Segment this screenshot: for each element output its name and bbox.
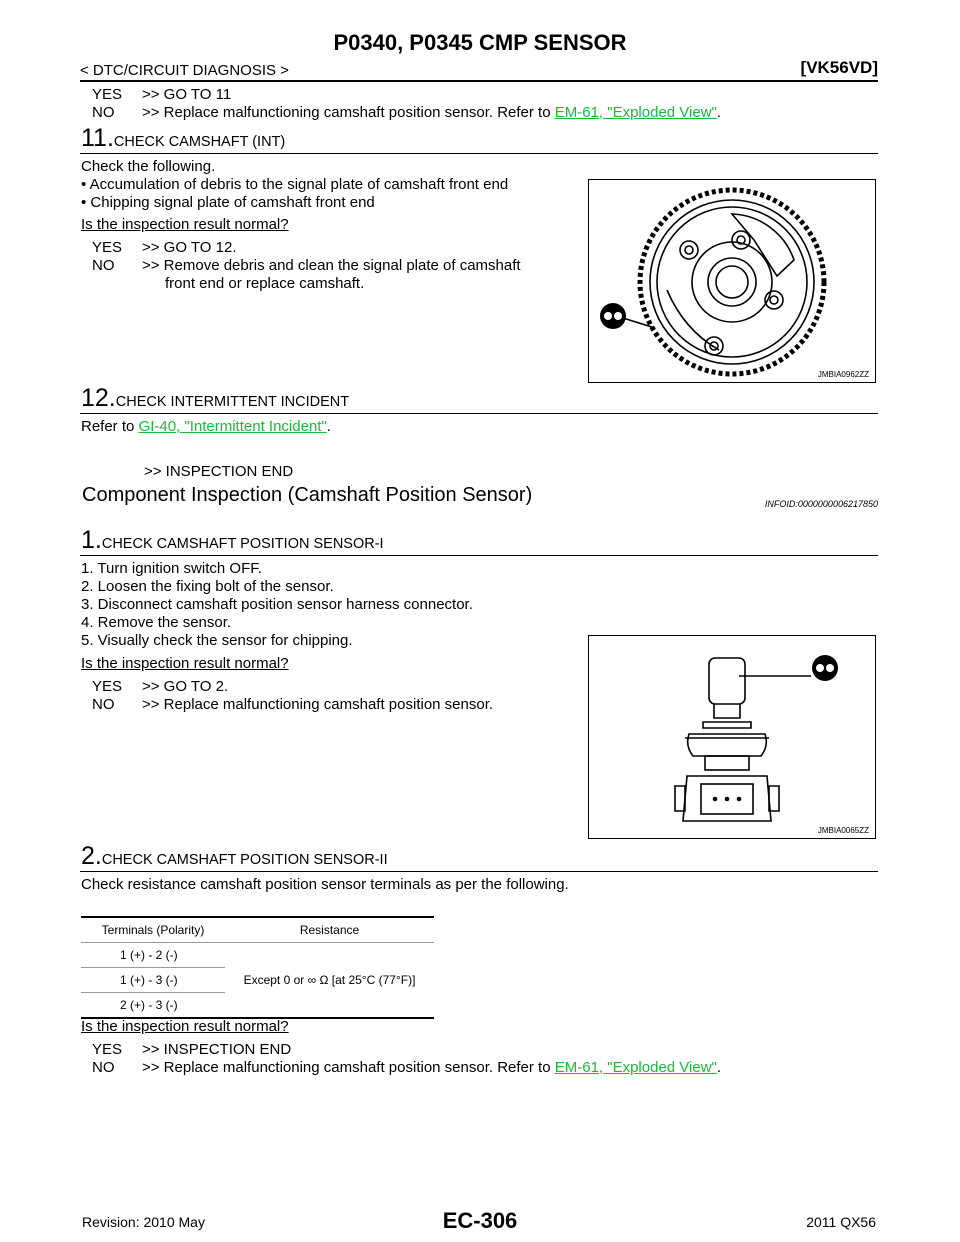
gi40-intermittent-incident-link[interactable]: GI-40, "Intermittent Incident" <box>138 418 327 435</box>
resistance-table <box>81 916 434 1019</box>
em61-exploded-view-link[interactable]: EM-61, "Exploded View" <box>554 104 717 121</box>
step-2-divider <box>80 871 878 872</box>
top-yes-line: YES >> GO TO 11 <box>92 86 232 103</box>
figure-caption: JMBIA0962ZZ <box>817 370 869 379</box>
callout-marker-icon <box>600 303 626 329</box>
table-row: 2 (+) - 3 (-) <box>81 993 434 1018</box>
step-11-question: Is the inspection result normal? <box>81 216 289 233</box>
table-row: 1 (+) - 3 (-) <box>81 968 434 993</box>
step-1-no-line: NO >> Replace malfunctioning camshaft position sensor. <box>92 696 494 713</box>
step-1-item-2: 2. Loosen the fixing bolt of the sensor. <box>81 578 334 595</box>
camshaft-sensor-drawing <box>589 636 875 838</box>
step-1-item-5: 5. Visually check the sensor for chipping. <box>81 632 353 649</box>
step-1-heading: 1.CHECK CAMSHAFT POSITION SENSOR-I <box>81 526 384 554</box>
callout-marker-icon <box>812 655 838 681</box>
top-no-line: NO >> Replace malfunctioning camshaft position sensor. Refer to EM-61, "Exploded View". <box>92 104 722 121</box>
step-1-item-1: 1. Turn ignition switch OFF. <box>81 560 262 577</box>
step-11-bullet-1: • Accumulation of debris to the signal plate of camshaft front end <box>81 176 509 193</box>
camshaft-sprocket-drawing <box>589 180 875 382</box>
step-1-item-3: 3. Disconnect camshaft position sensor harness connector. <box>81 596 473 613</box>
table-resistance-value: Except 0 or ∞ Ω [at 25°C (77°F)] <box>225 943 434 1018</box>
step-12-refer-line: Refer to GI-40, "Intermittent Incident". <box>81 418 331 435</box>
em61-exploded-view-link[interactable]: EM-61, "Exploded View" <box>554 1059 717 1076</box>
step-2-yes-line: YES >> INSPECTION END <box>92 1041 292 1058</box>
table-row: 1 (+) - 2 (-) Except 0 or ∞ Ω [at 25°C (77°F)] <box>81 943 434 968</box>
table-header-terminals: Terminals (Polarity) <box>101 923 205 937</box>
step-11-intro: Check the following. <box>81 158 216 175</box>
step-1-divider <box>80 555 878 556</box>
header-divider <box>80 80 878 82</box>
model-year-label: 2011 QX56 <box>806 1214 876 1230</box>
breadcrumb: < DTC/CIRCUIT DIAGNOSIS > <box>80 62 289 79</box>
step-11-no-line: NO >> Remove debris and clean the signal plate of camshaft <box>92 257 521 274</box>
table-header-resistance: Resistance <box>299 923 360 937</box>
page-number: EC-306 <box>442 1208 518 1233</box>
section-title: Component Inspection (Camshaft Position Sensor) <box>82 484 533 506</box>
info-id: INFOID:0000000006217850 <box>764 499 878 509</box>
step-11-bullet-2: • Chipping signal plate of camshaft front end <box>81 194 375 211</box>
step-12-divider <box>80 413 878 414</box>
step-1-question: Is the inspection result normal? <box>81 655 289 672</box>
camshaft-sensor-figure <box>588 635 876 839</box>
step-2-question: Is the inspection result normal? <box>81 1018 289 1035</box>
step-12-result: >> INSPECTION END <box>144 463 294 480</box>
step-11-heading: 11.CHECK CAMSHAFT (INT) <box>81 124 286 152</box>
step-11-divider <box>80 153 878 154</box>
step-11-no-line-cont: front end or replace camshaft. <box>165 275 365 292</box>
step-2-intro: Check resistance camshaft position sensor terminals as per the following. <box>81 876 569 893</box>
revision-label: Revision: 2010 May <box>82 1214 205 1230</box>
step-12-heading: 12.CHECK INTERMITTENT INCIDENT <box>81 384 350 412</box>
camshaft-sprocket-figure <box>588 179 876 383</box>
step-1-item-4: 4. Remove the sensor. <box>81 614 232 631</box>
step-2-no-line: NO >> Replace malfunctioning camshaft position sensor. Refer to EM-61, "Exploded View". <box>92 1059 722 1076</box>
engine-model-label: [VK56VD] <box>800 58 878 77</box>
step-11-yes-line: YES >> GO TO 12. <box>92 239 237 256</box>
table-header-row <box>81 918 434 943</box>
step-1-yes-line: YES >> GO TO 2. <box>92 678 229 695</box>
figure-caption: JMBIA0065ZZ <box>817 826 869 835</box>
step-2-heading: 2.CHECK CAMSHAFT POSITION SENSOR-II <box>81 842 388 870</box>
page-title: P0340, P0345 CMP SENSOR <box>333 30 627 55</box>
